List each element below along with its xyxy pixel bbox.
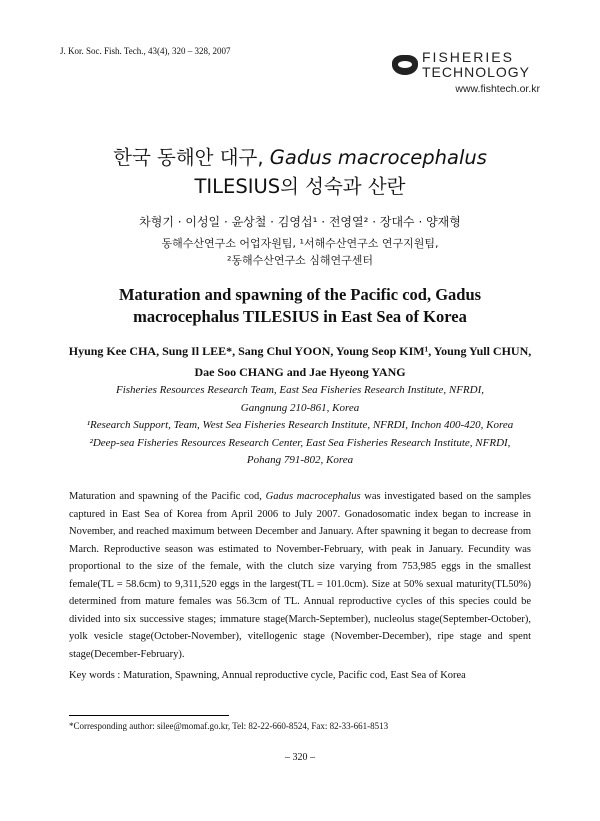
- journal-url: www.fishtech.or.kr: [455, 83, 540, 95]
- footnote-divider: [69, 715, 229, 716]
- page-number: – 320 –: [285, 752, 315, 763]
- journal-logo: [392, 50, 540, 104]
- korean-title-part1: 한국 동해안 대구,: [113, 146, 270, 169]
- logo-line2: TECHNOLOGY: [422, 64, 531, 80]
- korean-title-species: Gadus macrocephalus: [269, 146, 487, 169]
- abstract: [69, 488, 531, 663]
- english-affil-line4: ²Deep-sea Fisheries Resources Research Center, East Sea Fisheries Research Institute, NFRDI,: [89, 436, 511, 449]
- english-authors-line1: Hyung Kee CHA, Sung Il LEE*, Sang Chul YOON, Young Seop KIM¹, Young Yull CHUN,: [68, 344, 532, 358]
- korean-affil-line1: 동해수산연구소 어업자원팀, ¹서해수산연구소 연구지원팀,: [161, 237, 439, 250]
- english-affil-line3: ¹Research Support, Team, West Sea Fisheries Research Institute, NFRDI, Inchon 400-420, Korea: [86, 419, 514, 431]
- english-affil-line2: Gangnung 210-861, Korea: [240, 401, 360, 414]
- korean-authors: 차형기 · 이성일 · 윤상철 · 김영섭¹ · 전영열² · 장대수 · 양재형: [139, 215, 461, 229]
- korean-affiliations: [0, 235, 600, 269]
- abstract-text-1: Maturation and spawning of the Pacific cod,: [69, 491, 266, 502]
- corresponding-author-footnote: *Corresponding author: silee@momaf.go.kr, Tel: 82-22-660-8524, Fax: 82-33-661-8513: [69, 721, 389, 731]
- english-authors-line2: Dae Soo CHANG and Jae Hyeong YANG: [194, 365, 406, 379]
- korean-title: [0, 143, 600, 201]
- logo-line1: FISHERIES: [422, 49, 514, 65]
- journal-reference: J. Kor. Soc. Fish. Tech., 43(4), 320 – 328, 2007: [60, 46, 231, 56]
- english-affil-line1: Fisheries Resources Research Team, East Sea Fisheries Research Institute, NFRDI,: [115, 384, 485, 396]
- abstract-species: Gadus macrocephalus: [265, 491, 361, 502]
- english-affil-line5: Pohang 791-802, Korea: [246, 454, 354, 466]
- abstract-text-2: was investigated based on the samples captured in East Sea of Korea from April 2006 to July 2007. Gonadosomatic index began to increase in November, and reached maximum between December and January. After spawning it began to decrease from March. Reproductive season was estimated to November-February, with peak in January. Fecundity was proportional to the size of the female, with the clutch size varying from 753,985 eggs in the smallest female(TL = 58.6cm) to 9,311,520 eggs in the largest(TL = 101.0cm). Size at 50% sexual maturity(TL50%) determined from mature females was 56.3cm of TL. Annual reproductive cycles of this species could be divided into six successive stages; immature stage(March-September), nucleolus stage(September-October), yolk vesicle stage(October-November), vitellogenic stage (November-December), ripe stage and spent stage(December-February).: [69, 491, 531, 660]
- keywords: Key words : Maturation, Spawning, Annual reproductive cycle, Pacific cod, East Sea of Korea: [69, 670, 466, 681]
- english-title: [0, 284, 600, 328]
- korean-title-line2: TILESIUS의 성숙과 산란: [194, 175, 406, 198]
- korean-affil-line2: ²동해수산연구소 심해연구센터: [226, 254, 374, 267]
- english-affiliations: [0, 382, 600, 470]
- english-title-line1: Maturation and spawning of the Pacific cod, Gadus: [118, 285, 482, 304]
- fish-emblem-icon: [392, 55, 418, 75]
- english-title-line2: macrocephalus TILESIUS in East Sea of Korea: [133, 307, 467, 326]
- english-authors: [0, 341, 600, 383]
